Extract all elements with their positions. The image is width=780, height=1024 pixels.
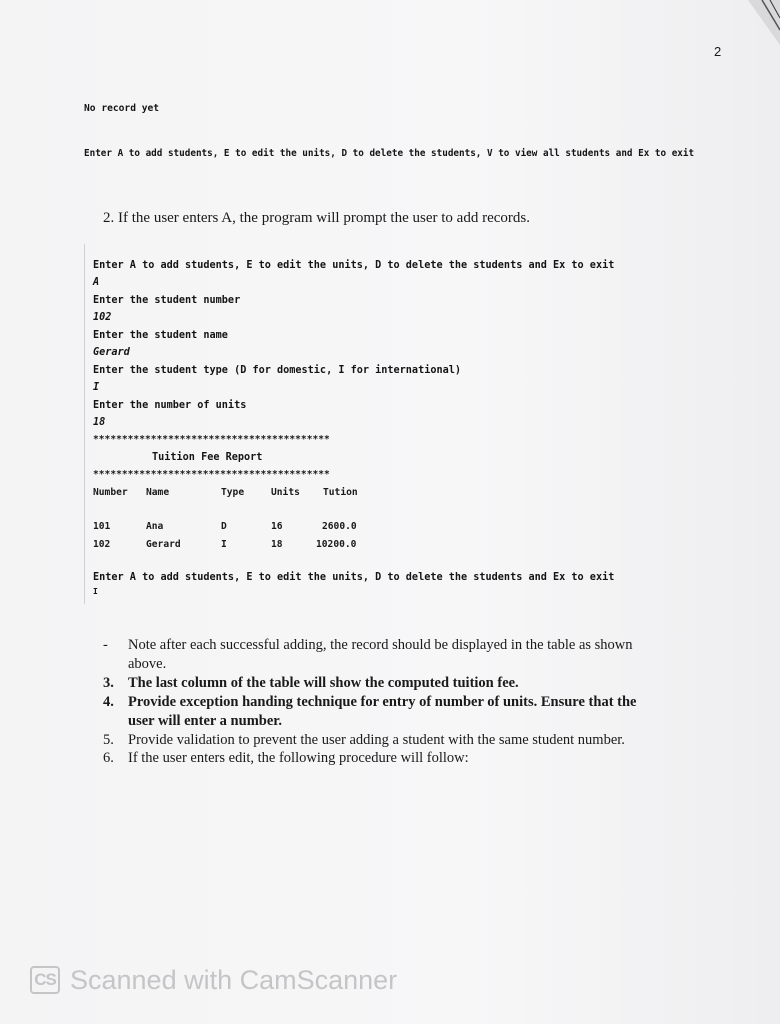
input-student-type: I: [93, 382, 100, 393]
list-item-text: If the user enters edit, the following procedure will follow:: [128, 750, 469, 766]
list-item-text: The last column of the table will show the computed tuition fee.: [128, 675, 519, 691]
list-item-text: Provide validation to prevent the user adding a student with the same student number.: [128, 732, 625, 748]
report-title: Tuition Fee Report: [152, 452, 263, 463]
cell-units: 18: [271, 539, 283, 550]
camscanner-logo-icon: CS: [30, 966, 60, 994]
list-item-text: user will enter a number.: [128, 713, 282, 729]
cell-tuition: 10200.0: [316, 539, 357, 550]
col-header-units: Units: [271, 487, 300, 498]
list-marker: 4.: [103, 694, 114, 710]
list-item-text: above.: [128, 656, 167, 672]
list-marker: 6.: [103, 750, 114, 766]
cell-tuition: 2600.0: [322, 521, 357, 532]
camscanner-watermark: [30, 964, 397, 996]
list-item-text: Provide exception handing technique for entry of number of units. Ensure that the: [128, 694, 637, 710]
col-header-tuition: Tution: [323, 487, 358, 498]
input-student-number: 102: [93, 312, 112, 323]
step-2-number: 2.: [103, 210, 115, 226]
page-corner-fold: [740, 0, 780, 60]
prompt-student-number: Enter the student number: [93, 295, 241, 306]
col-header-name: Name: [146, 487, 170, 498]
console-no-record: No record yet: [84, 103, 160, 114]
page-number: 2: [714, 44, 722, 59]
console-cursor: I: [93, 587, 98, 596]
cell-type: D: [221, 521, 227, 532]
input-units: 18: [93, 417, 106, 428]
list-item-text: Note after each successful adding, the record should be displayed in the table as shown: [128, 637, 633, 653]
prompt-units: Enter the number of units: [93, 400, 247, 411]
console-main-menu: Enter A to add students, E to edit the units, D to delete the students, V to view all students and Ex to exit: [84, 148, 695, 159]
input-student-name: Gerard: [93, 347, 130, 358]
console-menu: Enter A to add students, E to edit the units, D to delete the students and Ex to exit: [93, 260, 615, 271]
list-marker: -: [103, 637, 108, 653]
cell-name: Ana: [146, 521, 164, 532]
console-input-a: A: [93, 277, 100, 288]
prompt-student-name: Enter the student name: [93, 330, 228, 341]
watermark-text: Scanned with CamScanner: [70, 964, 398, 995]
cell-units: 16: [271, 521, 283, 532]
cell-number: 102: [93, 539, 111, 550]
col-header-type: Type: [221, 487, 245, 498]
step-2: [103, 210, 530, 227]
prompt-student-type: Enter the student type (D for domestic, I for international): [93, 365, 462, 376]
report-stars-top: *****************************************: [93, 434, 330, 445]
cell-name: Gerard: [146, 539, 181, 550]
list-marker: 3.: [103, 675, 114, 691]
report-stars-bottom: *****************************************: [93, 469, 330, 480]
console-menu-repeat: Enter A to add students, E to edit the units, D to delete the students and Ex to exit: [93, 572, 615, 583]
cell-number: 101: [93, 521, 111, 532]
step-2-text: If the user enters A, the program will prompt the user to add records.: [118, 210, 530, 226]
col-header-number: Number: [93, 487, 128, 498]
list-marker: 5.: [103, 732, 114, 748]
cell-type: I: [221, 539, 227, 550]
